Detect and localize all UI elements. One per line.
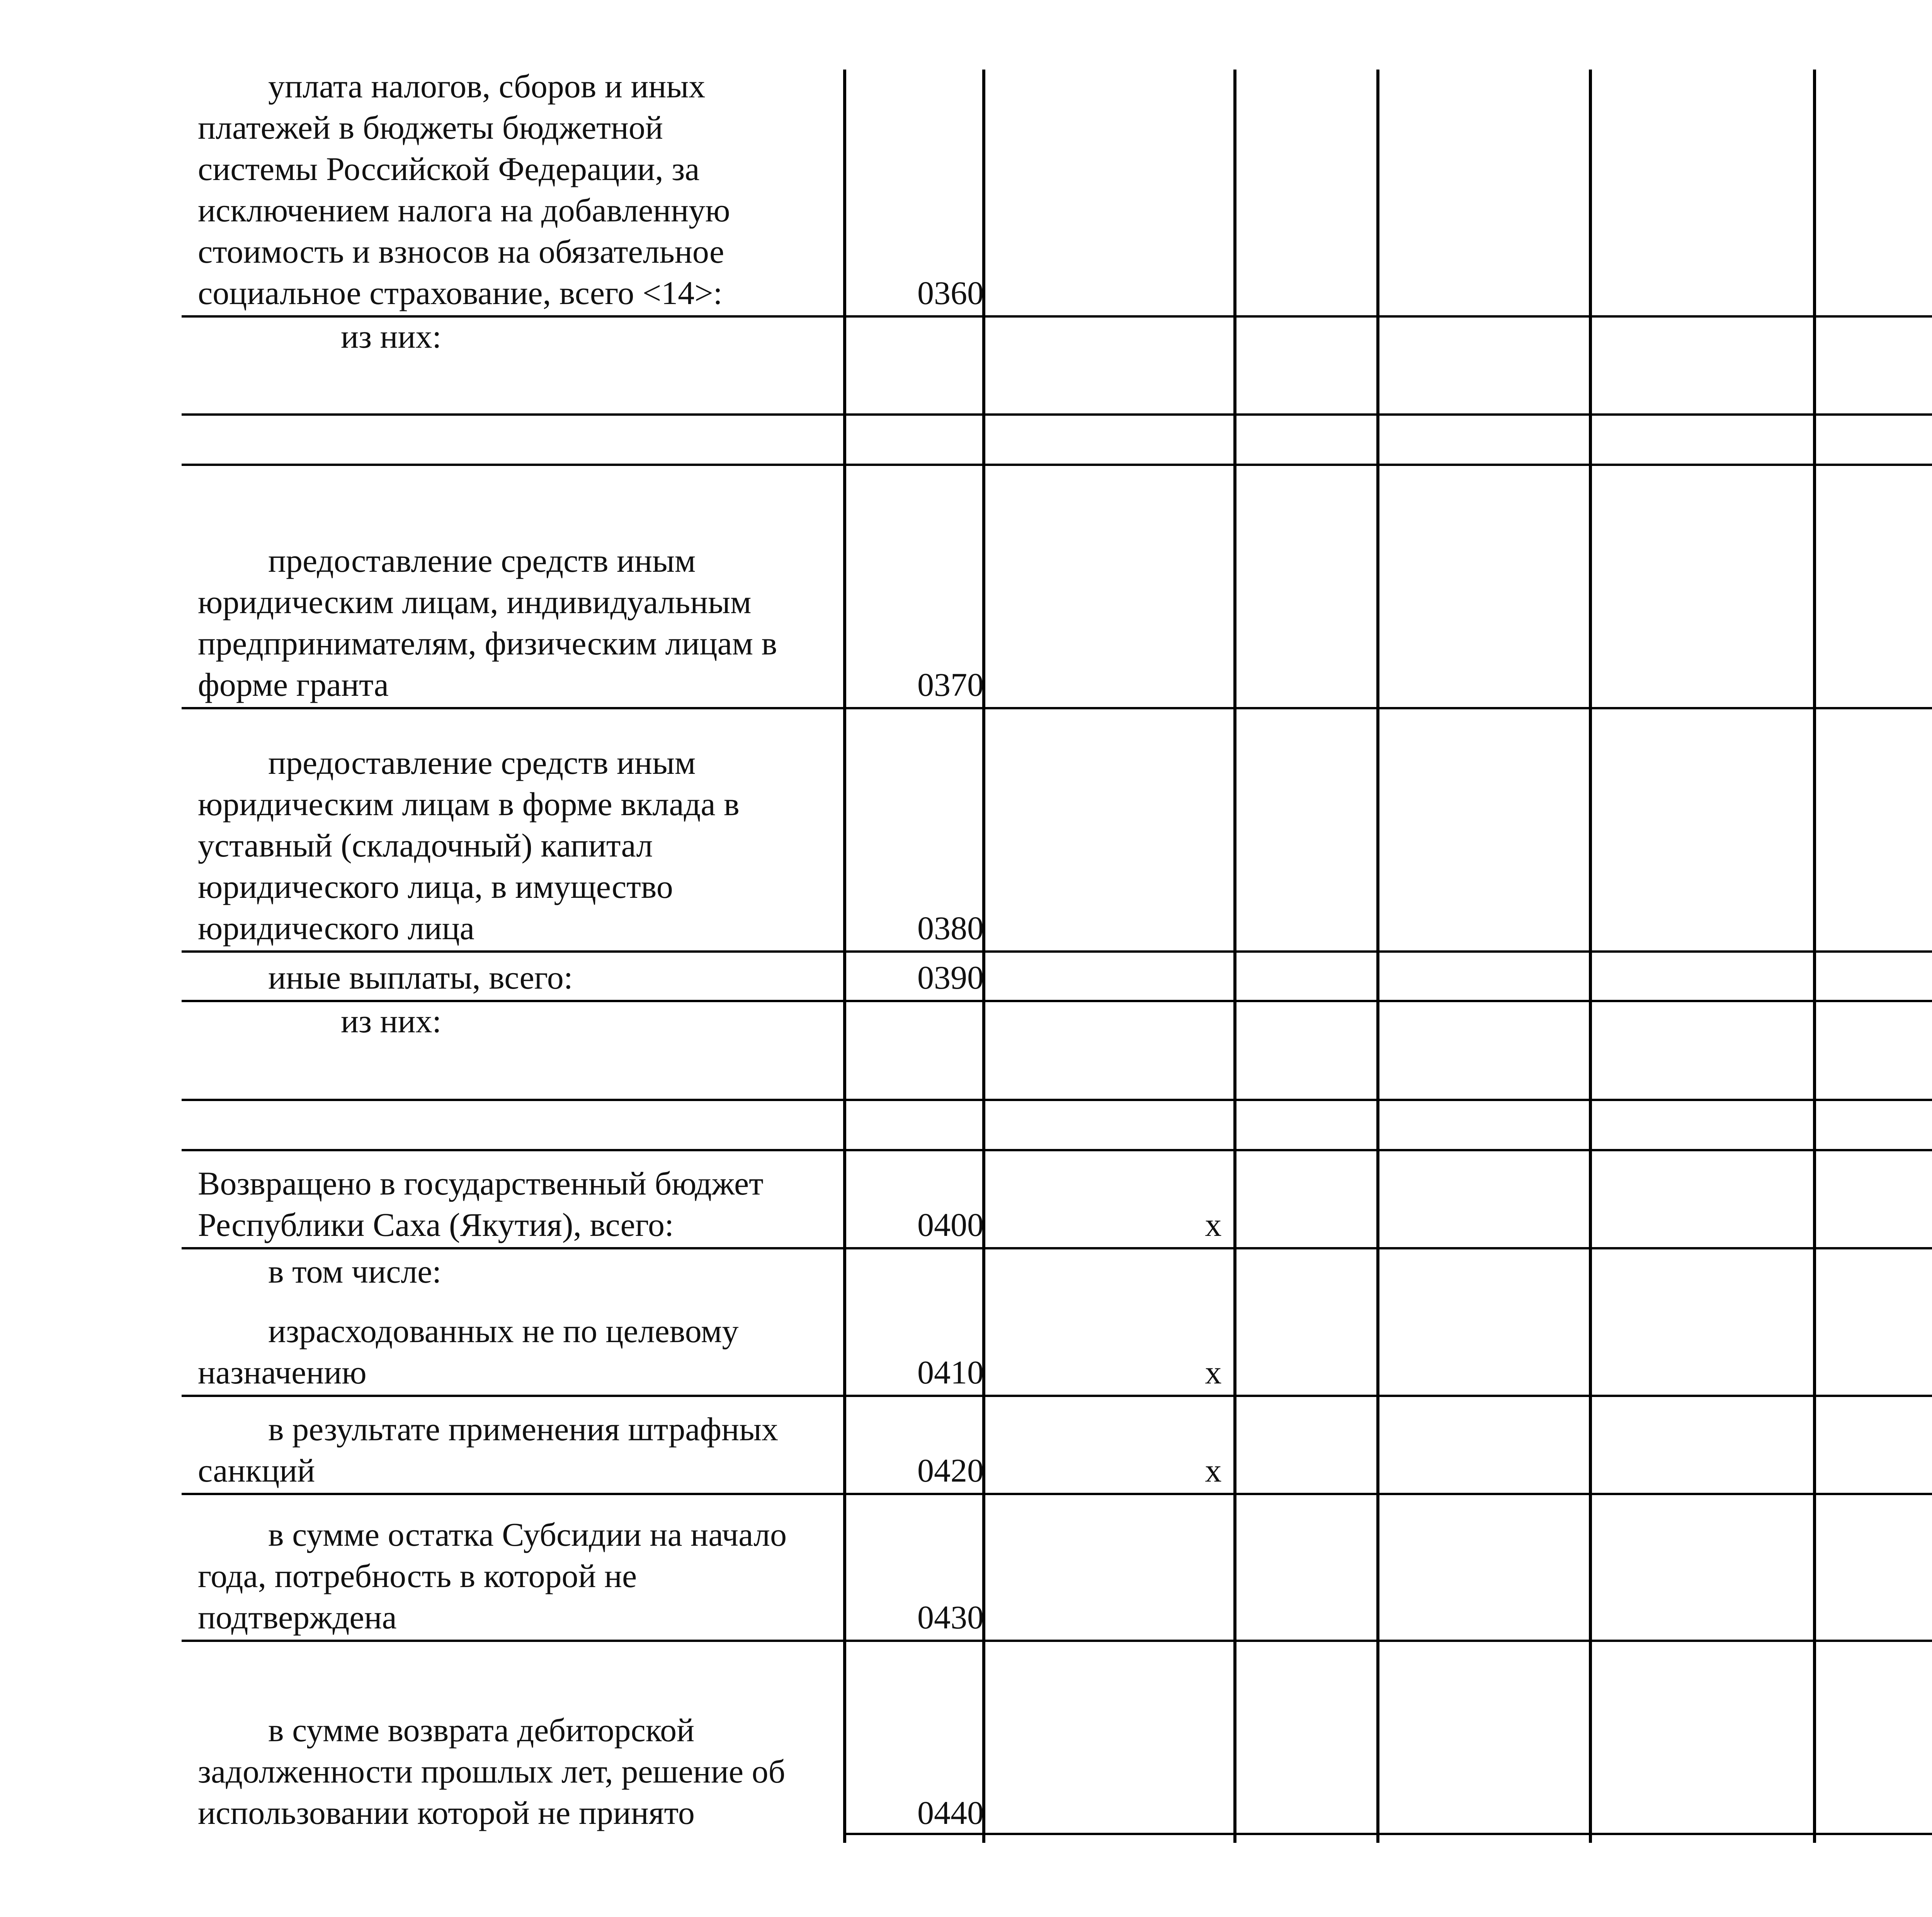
row-code: 0430 (917, 1599, 984, 1636)
row-label: иные выплаты, всего: (268, 959, 573, 996)
table-row (182, 707, 1932, 950)
row-code: 0400 (917, 1206, 984, 1243)
row-label: уплата налогов, сборов и иных платежей в бюджеты бюджетной системы Российской Федерации, за исключением налога на добавленную стоимость и взносов на обязательное социальное страхование, всего <14>: (198, 68, 730, 311)
table-row (182, 1149, 1932, 1247)
row-label: предоставление средств иным юридическим лицам в форме вклада в уставный (складочный) капитал юридического лица, в имущество юридического лица (198, 744, 740, 947)
table-row (182, 1000, 1932, 1099)
x-mark: x (1205, 1354, 1222, 1391)
row-code: 0420 (917, 1452, 984, 1489)
row-code: 0370 (917, 666, 984, 703)
table-row (182, 70, 1932, 315)
table-row (182, 950, 1932, 1000)
row-label: в результате применения штрафных санкций (198, 1411, 778, 1489)
table-row (182, 1493, 1932, 1640)
x-mark: x (1205, 1206, 1222, 1243)
row-label: из них: (341, 318, 442, 355)
table-row (182, 1099, 1932, 1149)
row-code: 0440 (917, 1794, 984, 1831)
row-code: 0390 (917, 959, 984, 996)
table-row (182, 413, 1932, 464)
row-label: предоставление средств иным юридическим лицам, индивидуальным предпринимателям, физическим лицам в форме гранта (198, 542, 777, 703)
row-label: в сумме возврата дебиторской задолженности прошлых лет, решение об использовании которой не принято (198, 1711, 786, 1831)
table-row (182, 1247, 1932, 1395)
x-mark: x (1205, 1452, 1222, 1489)
row-label: в сумме остатка Субсидии на начало года, потребность в которой не подтверждена (198, 1516, 787, 1636)
row-label: из них: (341, 1003, 442, 1040)
row-label: Возвращено в государственный бюджет Республики Саха (Якутия), всего: (198, 1165, 764, 1243)
row-label: в том числе: (268, 1253, 442, 1290)
row-code: 0380 (917, 909, 984, 947)
table-row (182, 464, 1932, 707)
row-code: 0360 (917, 274, 984, 311)
table-row (182, 1640, 1932, 1835)
row-label: израсходованных не по целевому назначению (198, 1312, 739, 1391)
table-row (182, 315, 1932, 413)
report-table (182, 70, 1932, 1843)
table-row (182, 1395, 1932, 1493)
row-code: 0410 (917, 1354, 984, 1391)
